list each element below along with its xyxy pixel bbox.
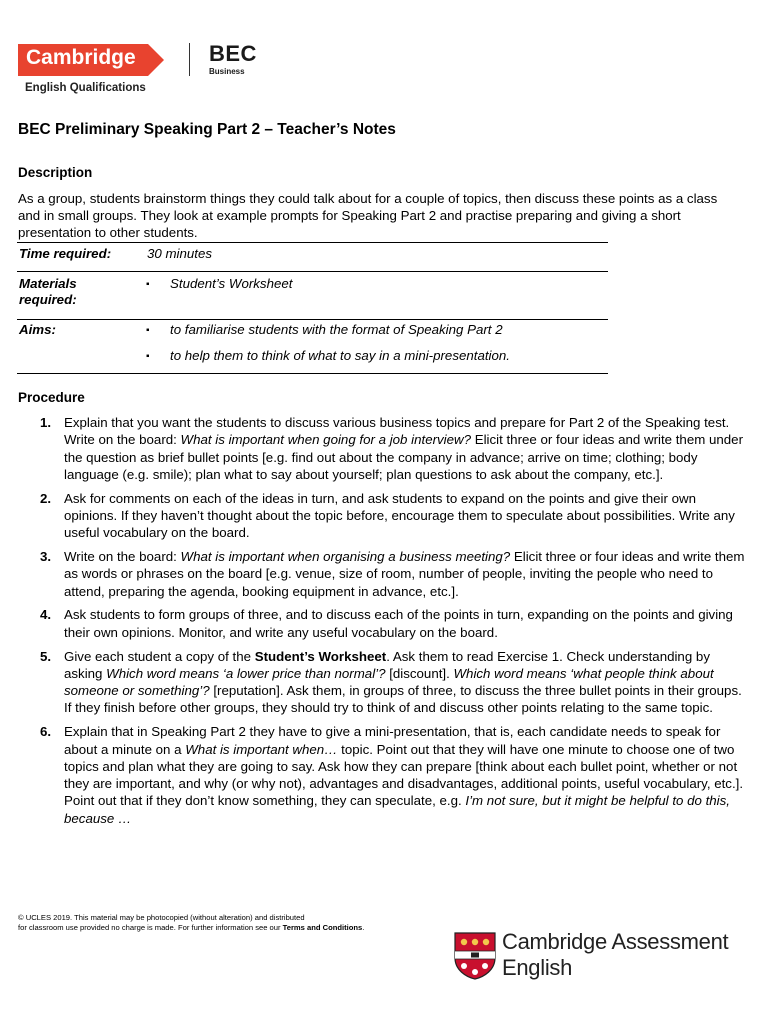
document-title: BEC Preliminary Speaking Part 2 – Teacher’s Notes — [18, 121, 396, 138]
copyright-line2: for classroom use provided no charge is made. For further information see our Terms and Conditions. — [18, 923, 365, 932]
procedure-step — [18, 548, 748, 600]
time-required-value: 30 minutes — [147, 246, 213, 261]
table-rule — [17, 271, 608, 272]
description-text: As a group, students brainstorm things they could talk about for a couple of topics, then discuss these points as a class and in small groups. They look at example prompts for Speaking Part 2 and practise preparing and giving a short presentation to other students. — [18, 191, 718, 240]
bullet-icon: ▪ — [146, 325, 150, 336]
materials-label — [19, 276, 77, 308]
bullet-icon: ▪ — [146, 279, 150, 290]
copyright-note — [18, 913, 364, 933]
step-text: Give each student a copy of the Student’s Worksheet. Ask them to read Exercise 1. Check understanding by asking Which word means ‘a lower price than normal’? [discount]. Which word means ‘what people think about someone or something’? [reputation]. Ask them, in groups of three, to discuss the three bullet points in their groups. If they finish before other groups, they should try to think of and discuss other points relating to the same topic. — [64, 648, 742, 716]
aims-item: to familiarise students with the format of Speaking Part 2 — [170, 322, 503, 337]
procedure-heading: Procedure — [18, 390, 85, 405]
cambridge-assessment-wordmark-sub: English — [502, 955, 573, 980]
procedure-step — [18, 490, 748, 542]
step-text: Explain that in Speaking Part 2 they have to give a mini-presentation, that is, each candidate needs to speak for about a minute on a What is important when… topic. Point out that they will have one minute to choose one of two topics and plan what they are going to say. Ask how they can prepare [think about each bullet point, whether or not they are important, and why (or why not), advantages and disadvantages, additional points, useful vocabulary, etc.]. Point out that if they don’t know something, they can speculate, e.g. I’m not sure, but it might be helpful to do this, because … — [64, 724, 744, 826]
bec-logo-subtitle: Business — [209, 67, 245, 76]
table-rule-top — [17, 242, 608, 243]
step-number: 6. — [40, 724, 52, 740]
cambridge-logo-subtitle: English Qualifications — [25, 82, 146, 94]
header-divider — [189, 43, 190, 76]
step-text: Ask students to form groups of three, and to discuss each of the points in turn, expanding on the points and giving their own opinions. Monitor, and write any useful vocabulary on the board. — [64, 607, 733, 640]
description-heading: Description — [18, 165, 93, 180]
table-rule-bottom — [17, 373, 608, 374]
step-number: 4. — [40, 607, 52, 623]
step-number: 1. — [40, 415, 52, 430]
procedure-step — [18, 648, 748, 717]
step-number: 2. — [40, 490, 52, 506]
materials-label-line1: Materials — [19, 276, 77, 291]
procedure-step — [18, 723, 748, 827]
copyright-line1: © UCLES 2019. This material may be photocopied (without alteration) and distributed — [18, 913, 305, 922]
cambridge-logo-text: Cambridge — [26, 46, 136, 69]
aims-item: to help them to think of what to say in a mini-presentation. — [170, 348, 510, 363]
table-rule — [17, 319, 608, 320]
step-number: 3. — [40, 549, 52, 565]
cambridge-logo — [18, 44, 164, 76]
step-text: Write on the board: What is important when organising a business meeting? Elicit three or four ideas and write them as words or phrases on the board [e.g. venue, size of room, number of people, inviting the people who need to attend, preparing the agenda, booking equipment in advance, etc.]. — [64, 549, 745, 599]
procedure-list — [18, 414, 748, 834]
materials-item: Student’s Worksheet — [170, 276, 293, 291]
step-text: Explain that you want the students to discuss various business topics and prepare for Part 2 of the Speaking test. Write on the board: What is important when going for a job interview? Elicit three or four ideas and write them under the question as brief bullet points [e.g. find out about the company in advance; arrive on time; clothing; body language (e.g. smile); plan what to say about yourself; plan questions to ask about the company, etc.]. — [64, 415, 743, 482]
aims-label: Aims: — [19, 322, 56, 337]
procedure-step — [18, 414, 748, 483]
terms-link[interactable]: Terms and Conditions — [282, 923, 363, 932]
materials-label-line2: required: — [19, 292, 77, 307]
cambridge-assessment-wordmark: Cambridge Assessment — [502, 929, 729, 954]
time-required-label: Time required: — [19, 246, 112, 261]
cambridge-crest-icon — [454, 932, 496, 980]
bullet-icon: ▪ — [146, 351, 150, 362]
procedure-step — [18, 606, 748, 641]
step-number: 5. — [40, 648, 52, 664]
bec-logo: BEC — [209, 41, 257, 66]
step-text: Ask for comments on each of the ideas in turn, and ask students to expand on the points and give their own opinions. If they haven’t thought about the topic before, encourage them to speculate about possibilities. Write any useful vocabulary on the board. — [64, 490, 735, 541]
